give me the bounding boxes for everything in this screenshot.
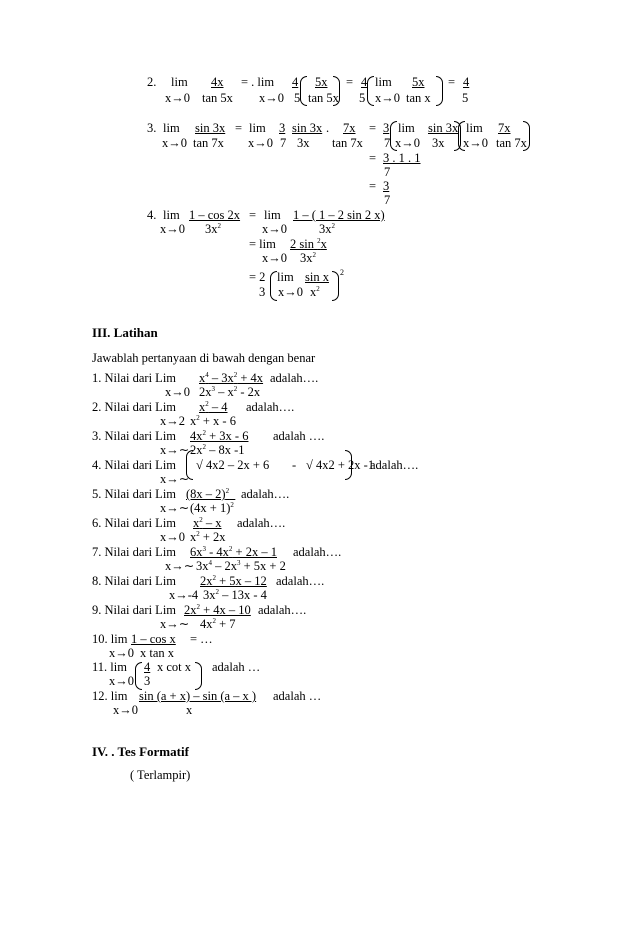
- q3-adalah: adalah ….: [273, 429, 325, 443]
- q11-sub: x→0: [109, 674, 134, 688]
- q12-top: sin (a + x) – sin (a – x ): [139, 689, 257, 703]
- q3-sub: x→∼: [160, 443, 190, 457]
- q11-adalah: adalah …: [212, 660, 261, 674]
- q12-adalah: adalah …: [273, 689, 322, 703]
- q7-label: 7. Nilai dari Lim: [92, 545, 177, 559]
- ex2-coef-5: 5: [294, 91, 301, 105]
- ex2-coef-4: 4: [292, 75, 299, 89]
- ex4-bottom: $3x^2$: [205, 221, 221, 236]
- ex2-5x-b: 5x: [412, 75, 425, 89]
- q4-minus: -: [292, 458, 297, 472]
- ex4-lim: lim: [163, 208, 180, 222]
- ex3-top: sin 3x: [195, 121, 226, 135]
- q11-top: 4: [144, 660, 151, 674]
- ex4-exp: 2: [217, 221, 221, 230]
- q8-label: 8. Nilai dari Lim: [92, 574, 177, 588]
- q6-adalah: adalah….: [237, 516, 286, 530]
- section4-heading: IV. . Tes Formatif: [92, 744, 189, 759]
- q8-top: $2x^2 + 5x - 12$: [200, 573, 267, 588]
- section3-instruction: Jawablah pertanyaan di bawah dengan benar: [92, 351, 316, 365]
- q7-top: $6x^3 - 4x^2 + 2x - 1$: [190, 544, 277, 559]
- ex4-row2-exp: 2: [317, 236, 321, 245]
- ex4-row2-top: 2 sin $^2$x: [290, 236, 327, 251]
- ex2-ans-bottom: 5: [462, 91, 469, 105]
- ex2-fraction-bottom: tan 5x: [202, 91, 233, 105]
- ex3-lim4: lim: [466, 121, 483, 135]
- ex3-number: 3.: [147, 121, 157, 135]
- ex3-bot3x: 3x: [297, 136, 310, 150]
- ex2-lim2: lim: [375, 75, 392, 89]
- q11-paren-right: [195, 662, 202, 690]
- ex3-row2-bottom: 7: [384, 165, 391, 179]
- ex4-lim2: lim: [264, 208, 281, 222]
- ex4-row2-sub: x→0: [262, 251, 287, 265]
- q10-sub: x→0: [109, 646, 134, 660]
- q5-adalah: adalah….: [241, 487, 290, 501]
- ex3-eq1: =: [235, 121, 243, 135]
- ex4-eq1: =: [249, 208, 257, 222]
- q12-label: 12. lim: [92, 689, 128, 703]
- q6-top: $x^2$ – x: [193, 515, 222, 530]
- section4-note: ( Terlampir): [130, 768, 191, 782]
- ex4-row3-sub: x→0: [278, 285, 303, 299]
- q2-top: $x^2 - 4$: [199, 399, 228, 414]
- ex4-row3-bottom: $x^2$: [310, 284, 320, 299]
- ex4-sub-b: x→0: [262, 222, 287, 236]
- ex3-lim: lim: [163, 121, 180, 135]
- ex3-frac3: 3: [383, 121, 390, 135]
- ex2-paren-right-b: [436, 76, 443, 106]
- ex2-tanx: tan x: [406, 91, 431, 105]
- ex2-eq3: =: [448, 75, 456, 89]
- ex2-coef4-b: 4: [361, 75, 368, 89]
- q6-sub: x→0: [160, 530, 185, 544]
- ex3-tan7x: tan 7x: [332, 136, 363, 150]
- ex4-row3-exp: 2: [340, 268, 344, 277]
- ex3-bottom: tan 7x: [193, 136, 224, 150]
- ex3-row3-bottom: 7: [384, 193, 391, 207]
- ex4-bottom2: $3x^2$: [319, 221, 335, 236]
- q9-sub: x→∼: [160, 617, 190, 631]
- ex3-bot3x-b: 3x: [432, 136, 445, 150]
- q7-bottom: $3x^4 - 2x^3 + 5x + 2$: [196, 558, 286, 573]
- ex3-sub-d: x→0: [463, 136, 488, 150]
- q2-label: 2. Nilai dari Lim: [92, 400, 177, 414]
- ex2-coef5-b: 5: [359, 91, 366, 105]
- ex2-5x: 5x: [315, 75, 328, 89]
- q10-equals: = …: [190, 632, 213, 646]
- ex2-sub-a: x→0: [165, 91, 190, 105]
- q3-label: 3. Nilai dari Lim: [92, 429, 177, 443]
- q5-bottom: $(4x + 1)^2$: [190, 500, 234, 515]
- q8-adalah: adalah….: [276, 574, 325, 588]
- q1-adalah: adalah….: [270, 371, 319, 385]
- ex3-tan7x-b: tan 7x: [496, 136, 527, 150]
- ex2-sub-b: x→0: [259, 91, 284, 105]
- ex3-sin3x: sin 3x: [292, 121, 323, 135]
- ex3-dot: .: [326, 121, 330, 135]
- q12-bottom: x: [186, 703, 193, 717]
- ex4-row2-bottom: $3x^2$: [300, 250, 316, 265]
- q8-sub: x→-4: [169, 588, 199, 602]
- q11-bottom: 3: [144, 674, 151, 688]
- q4-root1: √ 4x2 – 2x + 6: [196, 458, 270, 472]
- q8-bottom: $3x^2 - 13x - 4$: [203, 587, 267, 602]
- ex3-row3-top: 3: [383, 179, 390, 193]
- q10-top: 1 – cos x: [131, 632, 176, 646]
- ex4-row3-three: 3: [259, 285, 266, 299]
- ex3-lim3: lim: [398, 121, 415, 135]
- q10-label: 10. lim: [92, 632, 128, 646]
- ex4-row3-lim: lim: [277, 270, 294, 284]
- ex4-sub-a: x→0: [160, 222, 185, 236]
- ex4-top2: 1 – ( 1 – 2 sin 2 x): [293, 208, 385, 222]
- q4-paren-right: [345, 450, 352, 480]
- ex2-number: 2.: [147, 75, 157, 89]
- ex3-coef7: 7: [280, 136, 287, 150]
- q4-sub: x→∼: [160, 472, 190, 486]
- q1-sub: x→0: [165, 385, 190, 399]
- q4-root2: √ 4x2 + 2x -1: [306, 458, 375, 472]
- ex4-paren-right: [332, 271, 339, 301]
- section3-heading: III. Latihan: [92, 325, 158, 340]
- ex2-paren-left: [300, 76, 307, 106]
- ex3-sub-a: x→0: [162, 136, 187, 150]
- ex3-paren-left-b: [458, 121, 465, 151]
- q5-sub: x→∼: [160, 501, 190, 515]
- q11-label: 11. lim: [92, 660, 127, 674]
- q9-adalah: adalah….: [258, 603, 307, 617]
- q5-top: (8x – 2)$^2$: [186, 486, 230, 501]
- ex2-sub-c: x→0: [375, 91, 400, 105]
- q7-sub: x→∼: [165, 559, 195, 573]
- ex4-row3-eq: = 2: [249, 270, 266, 284]
- ex3-coef3: 3: [279, 121, 286, 135]
- q4-adalah: adalah….: [370, 458, 419, 472]
- ex3-sub-c: x→0: [395, 136, 420, 150]
- q9-bottom: $4x^2 + 7$: [200, 616, 236, 631]
- q1-top: $x^4 - 3x^2 + 4x$: [199, 370, 264, 385]
- q7-adalah: adalah….: [293, 545, 342, 559]
- ex2-paren-left-b: [367, 76, 374, 106]
- ex4-number: 4.: [147, 208, 157, 222]
- ex3-frac7: 7: [384, 136, 391, 150]
- ex2-eq2: =: [346, 75, 354, 89]
- q9-top: $2x^2 + 4x - 10$: [184, 602, 251, 617]
- ex4-top: 1 – cos 2x: [189, 208, 241, 222]
- q9-label: 9. Nilai dari Lim: [92, 603, 177, 617]
- q6-label: 6. Nilai dari Lim: [92, 516, 177, 530]
- q12-sub: x→0: [113, 703, 138, 717]
- ex4-row2-eq: = lim: [249, 237, 276, 251]
- ex3-row3-eq: =: [369, 179, 377, 193]
- q2-bottom: $x^2 + x - 6$: [190, 413, 236, 428]
- ex3-eq2: =: [369, 121, 377, 135]
- ex3-paren-right-b: [523, 121, 530, 151]
- ex2-tan5x: tan 5x: [308, 91, 339, 105]
- ex2-ans-top: 4: [463, 75, 470, 89]
- q4-label: 4. Nilai dari Lim: [92, 458, 177, 472]
- ex3-row2-eq: =: [369, 151, 377, 165]
- q2-sub: x→2: [160, 414, 185, 428]
- q1-label: 1. Nilai dari Lim: [92, 371, 177, 385]
- q11-paren-left: [135, 662, 142, 690]
- q1-bottom: $2x^3 - x^2 - 2x$: [199, 384, 261, 399]
- q5-label: 5. Nilai dari Lim: [92, 487, 177, 501]
- ex3-7x: 7x: [343, 121, 356, 135]
- ex4-exp2: 2: [331, 221, 335, 230]
- q3-top: $4x^2 + 3x - 6$: [190, 428, 249, 443]
- ex3-row2-top: 3 . 1 . 1: [383, 151, 421, 165]
- ex3-7x-b: 7x: [498, 121, 511, 135]
- ex4-row3-top: sin x: [305, 270, 329, 284]
- ex2-fraction-top: 4x: [211, 75, 224, 89]
- ex3-lim2: lim: [249, 121, 266, 135]
- ex3-paren-left: [390, 121, 397, 151]
- q6-bottom: $x^2 + 2x$: [190, 529, 226, 544]
- ex2-paren-right: [333, 76, 340, 106]
- ex3-sub-b: x→0: [248, 136, 273, 150]
- ex4-paren-left: [270, 271, 277, 301]
- q3-bottom: $2x^2 - 8x$ -1: [190, 442, 245, 457]
- ex2-lim: lim: [171, 75, 188, 89]
- ex2-eq-lim: = . lim: [241, 75, 275, 89]
- q10-bottom: x tan x: [140, 646, 175, 660]
- q11-xcotx: x cot x: [157, 660, 192, 674]
- q2-adalah: adalah….: [246, 400, 295, 414]
- ex3-sin3x-b: sin 3x: [428, 121, 459, 135]
